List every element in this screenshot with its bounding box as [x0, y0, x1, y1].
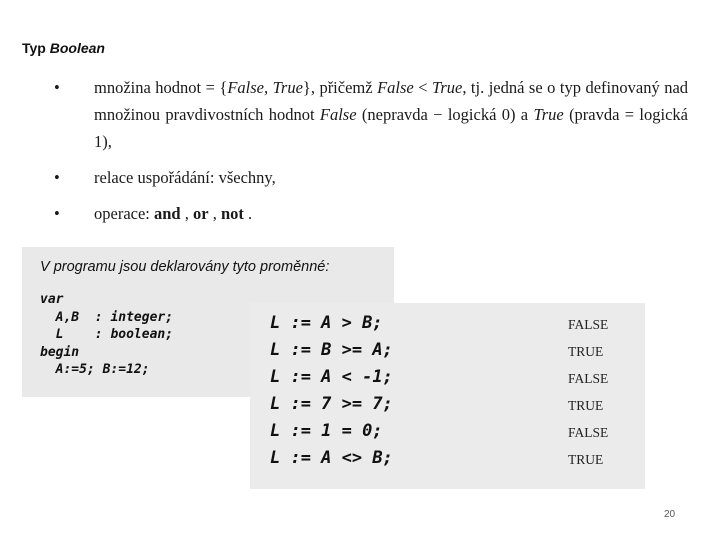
title-type-name: Boolean: [49, 40, 105, 56]
expression-row: [270, 448, 635, 474]
scanned-text-block: [48, 74, 688, 236]
bullet-dot: •: [54, 78, 60, 97]
bullet-text: relace uspořádání: všechny,: [94, 168, 276, 187]
bullet-text: operace: and , or , not .: [94, 204, 253, 223]
code-line: A:=5; B:=12;: [40, 362, 150, 377]
expression-code: L := 7 >= 7;: [270, 394, 393, 414]
expression-result: FALSE: [568, 371, 609, 386]
expression-row: [270, 421, 635, 447]
title-prefix: Typ: [22, 40, 46, 56]
expression-code: L := A > B;: [270, 313, 383, 333]
expression-result: TRUE: [568, 398, 604, 413]
slide-title: [22, 40, 105, 56]
expression-code: L := A < -1;: [270, 367, 393, 387]
expression-row: [270, 313, 635, 339]
bullet-operations: [48, 200, 688, 227]
expression-code: L := B >= A;: [270, 340, 393, 360]
expression-row: [270, 394, 635, 420]
page-number: 20: [664, 509, 676, 520]
expression-result: FALSE: [568, 425, 609, 440]
code-caption: V programu jsou deklarovány tyto proměnné:: [40, 259, 330, 275]
expression-code: L := A <> B;: [270, 448, 393, 468]
expression-result: TRUE: [568, 452, 604, 467]
bullet-value-set: [48, 74, 688, 155]
bullet-dot: •: [54, 204, 60, 223]
code-line: begin: [40, 344, 80, 360]
bullet-text: množina hodnot = {False, True}, přičemž False < True, tj. jedná se o typ definovaný nad množinou pravdivostních hodnot False (nepravda − logická 0) a True (pravda = logická 1),: [94, 78, 689, 151]
code-line: A,B : integer;: [40, 309, 174, 325]
expression-scan-image: [250, 303, 645, 489]
expression-row: [270, 340, 635, 366]
expression-code: L := 1 = 0;: [270, 421, 383, 441]
bullet-dot: •: [54, 168, 60, 187]
bullet-relations: [48, 164, 688, 191]
code-line: var: [40, 292, 64, 307]
expression-result: FALSE: [568, 317, 609, 332]
code-line: L : boolean;: [40, 327, 174, 342]
expression-result: TRUE: [568, 344, 604, 359]
expression-row: [270, 367, 635, 393]
